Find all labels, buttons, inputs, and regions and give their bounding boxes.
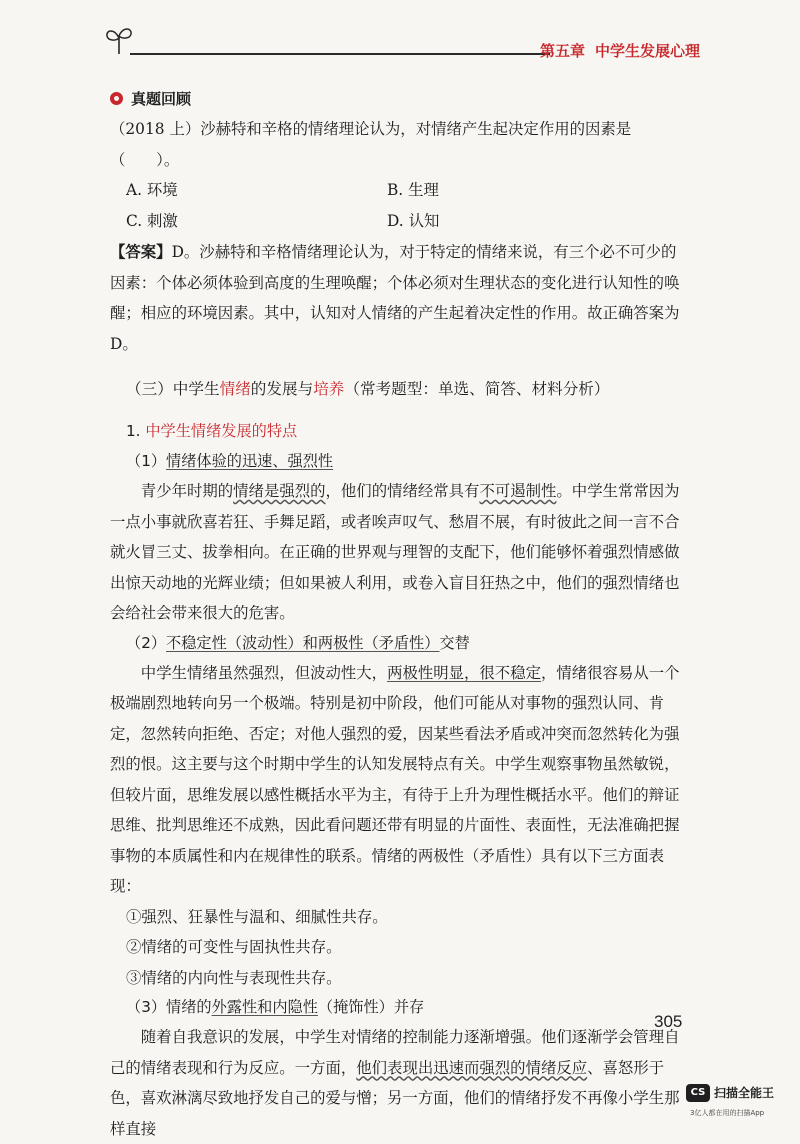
subheading-3-text-b: （掩饰性）并存	[317, 998, 425, 1016]
section-title-b: 的发展与	[250, 380, 314, 398]
subheading-3-text-a: 情绪的	[166, 998, 212, 1016]
answer-text: D。沙赫特和辛格情绪理论认为，对于特定的情绪来说，有三个必不可少的因素：个体必须体验到高度的生理唤醒；个体必须对生理状态的变化进行认知性的唤醒；相应的环境因素。其中，认知对人情绪的产生起着决定性的作用。故正确答案为 D。	[110, 243, 680, 353]
paragraph-1	[110, 476, 680, 629]
option-c: C. 刺激	[126, 212, 178, 230]
subheading-2-num: （2）	[126, 633, 167, 652]
paragraph-1-b: ，他们的情绪经常具有	[325, 482, 480, 500]
list-item: ③情绪的内向性与表现性共存。	[126, 968, 342, 987]
subheading-1	[110, 447, 680, 476]
subheading-2	[110, 629, 680, 658]
scanner-watermark	[686, 1080, 796, 1125]
chapter-heading	[540, 40, 700, 61]
section-title-cultivation: 培养	[313, 380, 345, 398]
review-title: 真题回顾	[131, 90, 192, 108]
subheading-2-text-b: 交替	[439, 633, 470, 652]
subheading-1-text: 情绪体验的迅速、强烈性	[166, 452, 334, 470]
review-bullet-icon	[110, 92, 123, 105]
chapter-title: 中学生发展心理	[595, 42, 701, 60]
option-d: D. 认知	[387, 212, 440, 230]
page-content	[110, 84, 683, 1144]
paragraph-1-a: 青少年时期的	[140, 482, 234, 500]
subheading-3-num: （3）	[126, 998, 167, 1016]
header-rule	[130, 53, 550, 55]
chapter-number: 第五章	[540, 42, 586, 60]
subheading-3-text-u: 外露性和内隐性	[211, 998, 318, 1016]
section-title-a: 中学生	[172, 380, 220, 398]
paragraph-2-a: 中学生情绪虽然强烈，但波动性大，	[140, 663, 388, 682]
paragraph-2-highlight: 两极性明显，很不稳定	[387, 663, 541, 682]
section-title-emotion: 情绪	[219, 380, 251, 398]
scanner-app-name: 扫描全能王	[714, 1086, 775, 1100]
subheading-1-num: （1）	[126, 452, 167, 470]
list-item: ②情绪的可变性与固执性共存。	[126, 938, 342, 956]
paragraph-3-a: 随着自我意识的发展，中学生对情绪的控制能力逐渐增强。他们逐渐学会管理自己的情绪表现和行为反应。一方面，	[110, 1028, 680, 1077]
paragraph-1-c: 。中学生常常因为一点小事就欣喜若狂、手舞足蹈，或者唉声叹气、愁眉不展，有时彼此之间一言不合就火冒三丈、拔拳相向。在正确的世界观与理智的支配下，他们能够怀着强烈情感做出惊天动地的光辉业绩；但如果被人利用，或卷入盲目狂热之中，他们的强烈情绪也会给社会带来很大的危害。	[110, 482, 680, 622]
paragraph-1-highlight-1: 情绪是强烈的	[233, 482, 326, 500]
sprout-icon	[104, 22, 134, 56]
review-question: （2018 上）沙赫特和辛格的情绪理论认为，对情绪产生起决定作用的因素是（ ）。	[110, 120, 632, 169]
option-a: A. 环境	[126, 181, 178, 199]
scanner-tagline: 3亿人都在用的扫描App	[690, 1109, 765, 1117]
options-row-1	[110, 175, 680, 206]
paragraph-3-b: 、喜怒形于色，喜欢淋漓尽致地抒发自己的爱与憎；另一方面，他们的情绪抒发不再像小学生那样直接	[110, 1058, 680, 1138]
section-prefix: （三）	[126, 380, 173, 398]
paragraph-1-highlight-2: 不可遏制性	[479, 482, 557, 500]
section-suffix: （常考题型：单选、简答、材料分析）	[344, 380, 610, 398]
point-number: 1.	[126, 422, 146, 440]
page-number: 305	[654, 1012, 683, 1031]
paragraph-2	[110, 658, 680, 902]
scanner-logo-icon: CS	[686, 1084, 710, 1102]
options-row-2	[110, 206, 680, 237]
paragraph-3-highlight: 他们表现出迅速而强烈的情绪反应	[356, 1058, 588, 1077]
answer-paragraph	[110, 237, 680, 359]
subheading-2-text-a: 不稳定性（波动性）和两极性（矛盾性）	[166, 633, 440, 652]
paragraph-3	[110, 1022, 680, 1144]
review-heading	[110, 84, 680, 114]
point-title: 中学生情绪发展的特点	[145, 422, 298, 440]
point-heading	[110, 415, 680, 447]
subheading-3	[110, 993, 680, 1022]
list-item: ①强烈、狂暴性与温和、细腻性共存。	[126, 907, 388, 926]
option-b: B. 生理	[387, 181, 439, 199]
paragraph-2-b: ，情绪很容易从一个极端剧烈地转向另一个极端。特别是初中阶段，他们可能从对事物的强烈认同、肯定，忽然转向拒绝、否定；对他人强烈的爱，因某些看法矛盾或冲突而忽然转化为强烈的恨。这主要与这个时期中学生的认知发展特点有关。中学生观察事物虽然敏锐，但较片面，思维发展以感性概括水平为主，有待于上升为理性概括水平。他们的辩证思维、批判思维还不成熟，因此看问题还带有明显的片面性、表面性，无法准确把握事物的本质属性和内在规律性的联系。情绪的两极性（矛盾性）具有以下三方面表现：	[110, 663, 680, 895]
answer-label: 【答案】	[110, 243, 172, 261]
section-heading	[110, 371, 680, 407]
page-header	[0, 0, 800, 70]
